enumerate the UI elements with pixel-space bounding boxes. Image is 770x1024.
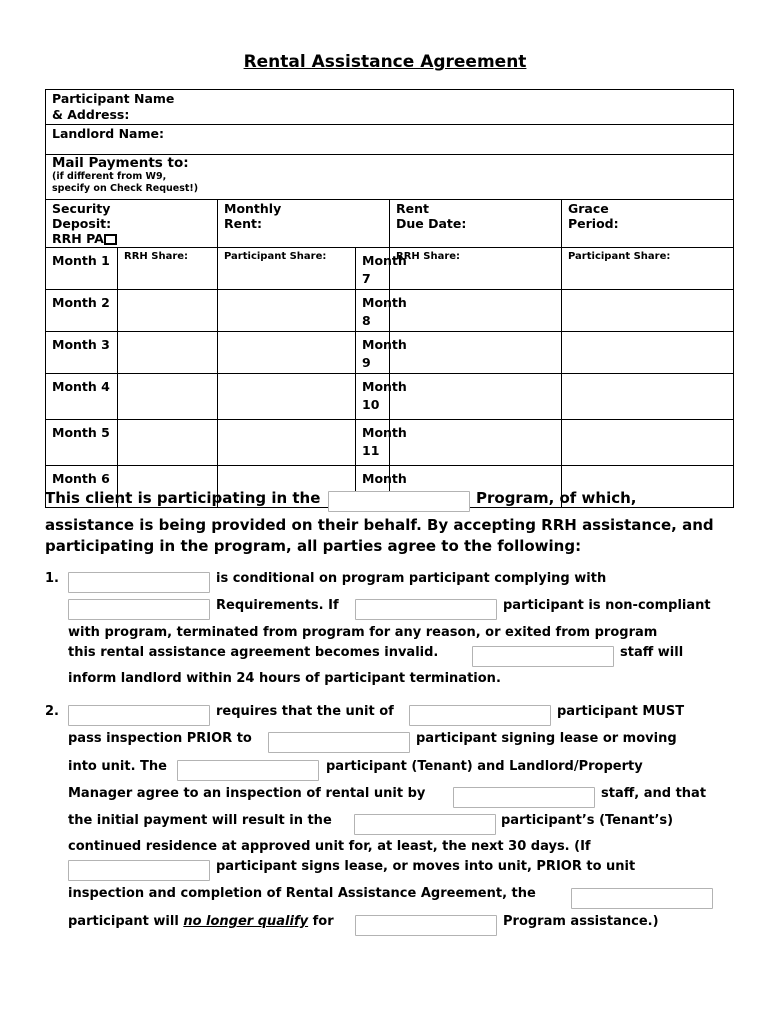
rrh-share-cell[interactable] bbox=[118, 332, 218, 374]
month-label-cell bbox=[46, 248, 118, 290]
grace-period-cell[interactable] bbox=[562, 200, 734, 248]
item1-text-2a: Requirements. If bbox=[216, 598, 339, 613]
month-label: Month 4 bbox=[52, 379, 110, 394]
security-deposit-label-2: Deposit: bbox=[52, 216, 112, 231]
participant-share-cell[interactable] bbox=[218, 332, 356, 374]
month-row bbox=[46, 420, 734, 466]
item2-text-3b: participant (Tenant) and Landlord/Property bbox=[326, 759, 643, 774]
month-label-cell bbox=[46, 290, 118, 332]
rrh-share-cell[interactable] bbox=[390, 248, 562, 290]
monthly-rent-cell[interactable] bbox=[218, 200, 390, 248]
month-label-cell bbox=[46, 374, 118, 420]
item2-program-field-1[interactable] bbox=[68, 705, 210, 726]
participant-share-cell[interactable] bbox=[562, 332, 734, 374]
intro-text-2: assistance is being provided on their behalf. By accepting RRH assistance, and bbox=[45, 516, 714, 534]
item-1-number: 1. bbox=[45, 571, 59, 586]
month-label-cell bbox=[356, 290, 407, 332]
participant-share-label: Participant Share: bbox=[224, 251, 327, 262]
month-label-cell bbox=[356, 374, 407, 420]
item2-program-field-4[interactable] bbox=[177, 760, 319, 781]
participant-share-cell[interactable] bbox=[218, 248, 356, 290]
month-label: Month 5 bbox=[52, 425, 110, 440]
item2-program-field-7[interactable] bbox=[68, 860, 210, 881]
security-deposit-cell[interactable] bbox=[46, 200, 218, 248]
month-row bbox=[46, 374, 734, 420]
item2-text-4b: staff, and that bbox=[601, 786, 707, 801]
item1-program-field-4[interactable] bbox=[472, 646, 614, 667]
month-label: Month 2 bbox=[52, 295, 110, 310]
rrh-share-label: RRH Share: bbox=[396, 251, 461, 262]
participant-name-cell[interactable] bbox=[46, 90, 734, 125]
item2-program-field-6[interactable] bbox=[354, 814, 496, 835]
participant-share-cell[interactable] bbox=[218, 420, 356, 466]
participant-share-cell[interactable] bbox=[218, 374, 356, 420]
item1-text-2b: participant is non-compliant bbox=[503, 598, 711, 613]
item1-program-field-3[interactable] bbox=[355, 599, 497, 620]
item2-program-field-2[interactable] bbox=[409, 705, 551, 726]
month-label-cell bbox=[356, 420, 407, 466]
month-row bbox=[46, 290, 734, 332]
intro-text-3: participating in the program, all parties agree to the following: bbox=[45, 537, 582, 555]
rent-due-date-label-1: Rent bbox=[396, 201, 429, 216]
month-label-cell bbox=[356, 248, 407, 290]
item1-program-field-1[interactable] bbox=[68, 572, 210, 593]
month-label: Month 3 bbox=[52, 337, 110, 352]
participant-address-label: & Address: bbox=[52, 107, 130, 122]
monthly-rent-label-2: Rent: bbox=[224, 216, 262, 231]
rrh-share-cell[interactable] bbox=[118, 290, 218, 332]
landlord-name-label: Landlord Name: bbox=[52, 126, 164, 141]
month-label-cell bbox=[46, 420, 118, 466]
month-label: Month 1 bbox=[52, 253, 110, 268]
item2-program-field-3[interactable] bbox=[268, 732, 410, 753]
program-name-field-intro[interactable] bbox=[328, 491, 470, 512]
item2-text-2a: pass inspection PRIOR to bbox=[68, 731, 252, 746]
item2-text-4a: Manager agree to an inspection of rental unit by bbox=[68, 786, 426, 801]
rrh-share-cell[interactable] bbox=[118, 374, 218, 420]
landlord-name-cell[interactable] bbox=[46, 125, 734, 155]
item2-text-9 bbox=[68, 913, 334, 931]
item2-text-3a: into unit. The bbox=[68, 759, 167, 774]
monthly-rent-label-1: Monthly bbox=[224, 201, 282, 216]
month-label: Month bbox=[362, 379, 407, 394]
item1-text-3: with program, terminated from program for any reason, or exited from program bbox=[68, 625, 658, 640]
rrh-share-cell[interactable] bbox=[118, 248, 218, 290]
month-label: Month bbox=[362, 471, 407, 486]
item1-text-4a: this rental assistance agreement becomes invalid. bbox=[68, 645, 439, 660]
month-label-cell bbox=[46, 332, 118, 374]
month-label: Month bbox=[362, 425, 407, 440]
item1-text-1: is conditional on program participant complying with bbox=[216, 571, 607, 586]
month-label: 10 bbox=[362, 397, 380, 412]
rrh-pa-label: RRH PA bbox=[52, 231, 104, 246]
participant-share-cell[interactable] bbox=[562, 374, 734, 420]
participant-share-cell[interactable] bbox=[562, 420, 734, 466]
item2-program-field-9[interactable] bbox=[355, 915, 497, 936]
rrh-share-label: RRH Share: bbox=[124, 251, 189, 262]
item2-text-5a: the initial payment will result in the bbox=[68, 813, 332, 828]
rent-due-date-label-2: Due Date: bbox=[396, 216, 467, 231]
item2-program-field-8[interactable] bbox=[571, 888, 713, 909]
rrh-share-cell[interactable] bbox=[390, 374, 562, 420]
month-row bbox=[46, 248, 734, 290]
participant-share-cell[interactable] bbox=[562, 290, 734, 332]
rrh-share-cell[interactable] bbox=[390, 290, 562, 332]
item-2-number: 2. bbox=[45, 704, 59, 719]
agreement-table bbox=[45, 89, 734, 508]
participant-name-label: Participant Name bbox=[52, 91, 175, 106]
intro-text-1a: This client is participating in the bbox=[45, 489, 321, 507]
mail-payments-note-2: specify on Check Request!) bbox=[52, 183, 199, 194]
rent-due-date-cell[interactable] bbox=[390, 200, 562, 248]
month-row bbox=[46, 332, 734, 374]
participant-share-cell[interactable] bbox=[562, 248, 734, 290]
mail-payments-cell[interactable] bbox=[46, 155, 734, 200]
item2-text-6: continued residence at approved unit for, at least, the next 30 days. (If bbox=[68, 839, 591, 854]
rrh-share-cell[interactable] bbox=[118, 420, 218, 466]
rrh-pa-checkbox[interactable] bbox=[104, 234, 117, 245]
security-deposit-label-1: Security bbox=[52, 201, 111, 216]
month-label: Month 7 bbox=[362, 253, 407, 286]
document-title: Rental Assistance Agreement bbox=[243, 52, 527, 72]
item1-program-field-2[interactable] bbox=[68, 599, 210, 620]
month-label: Month 8 bbox=[362, 295, 407, 328]
participant-share-label: Participant Share: bbox=[568, 251, 671, 262]
grace-period-label-1: Grace bbox=[568, 201, 609, 216]
month-label: Month 9 bbox=[362, 337, 407, 370]
intro-text-1b: Program, of which, bbox=[476, 489, 637, 507]
item2-text-2b: participant signing lease or moving bbox=[416, 731, 677, 746]
mail-payments-label: Mail Payments to: bbox=[52, 155, 189, 171]
month-label-cell bbox=[356, 332, 407, 374]
item2-text-1b: participant MUST bbox=[557, 704, 685, 719]
rrh-share-cell[interactable] bbox=[390, 332, 562, 374]
participant-share-cell[interactable] bbox=[218, 290, 356, 332]
item2-text-5b: participant’s (Tenant’s) bbox=[501, 813, 674, 828]
rrh-share-cell[interactable] bbox=[390, 420, 562, 466]
item2-program-field-5[interactable] bbox=[453, 787, 595, 808]
item2-text-9a: participant will bbox=[68, 914, 179, 929]
mail-payments-note-1: (if different from W9, bbox=[52, 171, 167, 182]
month-label: Month 6 bbox=[52, 471, 110, 486]
month-label: 11 bbox=[362, 443, 380, 458]
item1-text-4b: staff will bbox=[620, 645, 684, 660]
item1-text-5: inform landlord within 24 hours of participant termination. bbox=[68, 671, 501, 686]
no-longer-qualify-text: no longer qualify bbox=[183, 914, 309, 929]
item2-text-7: participant signs lease, or moves into unit, PRIOR to unit bbox=[216, 859, 636, 874]
grace-period-label-2: Period: bbox=[568, 216, 619, 231]
item2-text-1a: requires that the unit of bbox=[216, 704, 394, 719]
item2-text-9b: for bbox=[312, 914, 334, 929]
item2-text-9c: Program assistance.) bbox=[503, 914, 659, 929]
item2-text-8: inspection and completion of Rental Assistance Agreement, the bbox=[68, 886, 536, 901]
